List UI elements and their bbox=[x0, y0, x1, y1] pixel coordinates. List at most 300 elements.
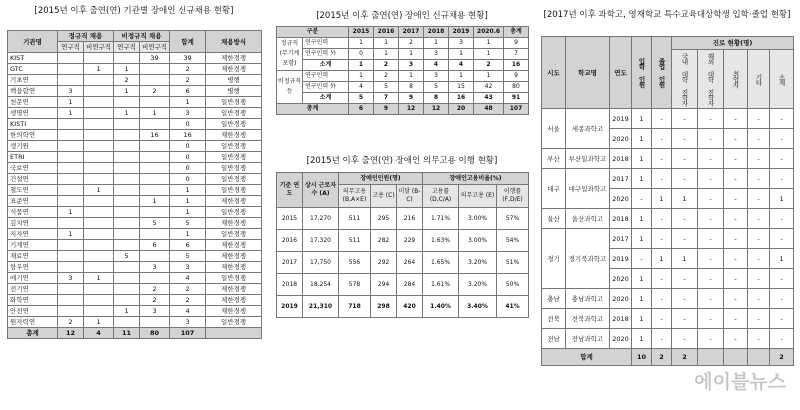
cell-value: 2020 bbox=[610, 329, 632, 349]
year-label: 2015 bbox=[277, 208, 303, 230]
cell-value: - bbox=[652, 329, 672, 349]
cell-value: - bbox=[652, 289, 672, 309]
cell-value: 1 bbox=[449, 49, 474, 60]
cell-value: 1 bbox=[349, 71, 374, 82]
regular-research bbox=[58, 64, 84, 75]
regular-nonresearch bbox=[84, 152, 114, 163]
col-admitted: 입학 인원 bbox=[632, 37, 652, 109]
cell-value: - bbox=[698, 109, 724, 129]
cell-value: - bbox=[672, 149, 698, 169]
cell-value: - bbox=[698, 189, 724, 209]
table-row bbox=[8, 295, 262, 306]
cell-value: - bbox=[748, 329, 770, 349]
cell-value: - bbox=[724, 209, 748, 229]
cell-value: 1 bbox=[474, 38, 504, 49]
total-sum: 107 bbox=[170, 328, 206, 339]
total-nonreg-nonresearch: 80 bbox=[140, 328, 170, 339]
cell-value: 1 bbox=[632, 129, 652, 149]
table-row bbox=[8, 229, 262, 240]
panel-special-education bbox=[538, 4, 796, 406]
cell-value: - bbox=[770, 169, 794, 189]
total-value: 0 bbox=[170, 163, 206, 174]
regular-nonresearch bbox=[84, 240, 114, 251]
cell-value: 1 bbox=[474, 49, 504, 60]
hiring-method: 일반경쟁 bbox=[206, 119, 262, 130]
table-row bbox=[277, 60, 529, 71]
hiring-method: 제한경쟁 bbox=[206, 240, 262, 251]
province: 부산 bbox=[542, 149, 566, 169]
hiring-method: 일반경쟁 bbox=[206, 185, 262, 196]
total-value: 1 bbox=[170, 207, 206, 218]
table-row bbox=[8, 251, 262, 262]
nonreg-research bbox=[114, 130, 140, 141]
col-disabled-count: 장애인인원(명) bbox=[339, 173, 423, 185]
cell-value: - bbox=[724, 309, 748, 329]
regular-research bbox=[58, 130, 84, 141]
cell-value: 8 bbox=[399, 82, 424, 93]
col-year: 연도 bbox=[610, 37, 632, 109]
cell-value: 5 bbox=[374, 82, 399, 93]
sub-overseas-univ: 해외 대학 진학자 bbox=[698, 50, 724, 109]
regular-research bbox=[58, 174, 84, 185]
cell-value: 1 bbox=[374, 38, 399, 49]
cell-value: - bbox=[652, 269, 672, 289]
cell-value: 1 bbox=[399, 49, 424, 60]
cell-value: - bbox=[672, 129, 698, 149]
cell-value: 43 bbox=[474, 93, 504, 104]
nonreg-nonresearch bbox=[140, 163, 170, 174]
institution-name: 식품연 bbox=[8, 207, 58, 218]
regular-research bbox=[58, 163, 84, 174]
hiring-method: 일반경쟁 bbox=[206, 273, 262, 284]
col-career: 진로 현황(명) bbox=[672, 37, 794, 50]
cell-value: 42 bbox=[474, 82, 504, 93]
institution-name: 표준연 bbox=[8, 196, 58, 207]
table-row bbox=[8, 130, 262, 141]
province: 서울 bbox=[542, 109, 566, 149]
total-value: 4 bbox=[170, 306, 206, 317]
institution-name: 생명연 bbox=[8, 108, 58, 119]
table-row bbox=[8, 240, 262, 251]
nonreg-nonresearch: 3 bbox=[140, 262, 170, 273]
cell-value: 3 bbox=[449, 38, 474, 49]
total-value: 12 bbox=[399, 104, 424, 115]
cell-value: 1 bbox=[474, 71, 504, 82]
regular-nonresearch bbox=[84, 130, 114, 141]
school-name: 전북과학고 bbox=[566, 309, 610, 329]
cell-value: - bbox=[652, 229, 672, 249]
regular-research: 1 bbox=[58, 108, 84, 119]
nonreg-nonresearch: 5 bbox=[140, 218, 170, 229]
sub-other: 기타 bbox=[748, 50, 770, 109]
year-label: 2018 bbox=[277, 274, 303, 296]
institution-name: KISTI bbox=[8, 119, 58, 130]
watermark: 에이블뉴스 bbox=[694, 371, 786, 393]
total-value: 1 bbox=[170, 97, 206, 108]
table-row bbox=[277, 71, 529, 82]
cell-value: 2020 bbox=[610, 129, 632, 149]
cell-value: - bbox=[748, 149, 770, 169]
cell-value: - bbox=[724, 249, 748, 269]
cell-value: - bbox=[672, 209, 698, 229]
cell-value: - bbox=[652, 109, 672, 129]
panel-hiring-summary bbox=[271, 4, 533, 144]
cell-value: 578 bbox=[339, 274, 371, 296]
hiring-method: 제한경쟁 bbox=[206, 64, 262, 75]
institution-name: 김치연 bbox=[8, 218, 58, 229]
table2-body bbox=[277, 38, 529, 115]
cell-value: 1 bbox=[770, 189, 794, 209]
total-value: 1 bbox=[170, 185, 206, 196]
nonreg-research bbox=[114, 295, 140, 306]
cell-value: 3.20% bbox=[459, 274, 497, 296]
col-2015: 2015 bbox=[349, 27, 374, 38]
table-row bbox=[277, 208, 529, 230]
col-method: 채용방식 bbox=[206, 31, 262, 53]
nonreg-nonresearch bbox=[140, 119, 170, 130]
table-row bbox=[277, 49, 529, 60]
cell-value: - bbox=[698, 209, 724, 229]
cell-value: - bbox=[748, 109, 770, 129]
cell-value: - bbox=[724, 189, 748, 209]
cell-value: 3 bbox=[424, 49, 449, 60]
total-value: 39 bbox=[170, 53, 206, 64]
nonreg-nonresearch: 2 bbox=[140, 86, 170, 97]
institution-name: 안전연 bbox=[8, 306, 58, 317]
total-value: 0 bbox=[170, 152, 206, 163]
institution-name: ETRI bbox=[8, 152, 58, 163]
cell-value: - bbox=[724, 269, 748, 289]
hiring-method: 제한경쟁 bbox=[206, 130, 262, 141]
hiring-method: 제한경쟁 bbox=[206, 306, 262, 317]
row-label: 연구인력 bbox=[303, 71, 349, 82]
cell-value: 1.65% bbox=[423, 252, 459, 274]
institution-name: 기계연 bbox=[8, 240, 58, 251]
school-name: 울산과학고 bbox=[566, 209, 610, 229]
nonreg-research bbox=[114, 119, 140, 130]
cell-value: 1 bbox=[349, 60, 374, 71]
cell-value: - bbox=[698, 229, 724, 249]
table-special-education bbox=[541, 36, 794, 366]
cell-value: 1 bbox=[374, 49, 399, 60]
cell-value: - bbox=[652, 309, 672, 329]
table-row bbox=[8, 75, 262, 86]
panel-mandatory-employment bbox=[271, 150, 533, 316]
table-row bbox=[8, 53, 262, 64]
cell-value: 2020 bbox=[610, 269, 632, 289]
cell-value: 4 bbox=[349, 82, 374, 93]
province: 충남 bbox=[542, 289, 566, 309]
total-value: 2 bbox=[652, 349, 672, 366]
cell-value: 1 bbox=[672, 249, 698, 269]
total-value: 1 bbox=[170, 229, 206, 240]
nonreg-nonresearch bbox=[140, 75, 170, 86]
total-value: 0 bbox=[170, 174, 206, 185]
nonreg-research bbox=[114, 262, 140, 273]
regular-nonresearch bbox=[84, 251, 114, 262]
regular-nonresearch bbox=[84, 218, 114, 229]
nonreg-research bbox=[114, 53, 140, 64]
group-regular: 정규직 (무기계 포함) bbox=[277, 38, 303, 71]
table-row-total bbox=[277, 104, 529, 115]
cell-value: 511 bbox=[339, 208, 371, 230]
cell-value: 282 bbox=[371, 230, 397, 252]
nonreg-nonresearch: 1 bbox=[140, 196, 170, 207]
regular-research: 3 bbox=[58, 273, 84, 284]
nonreg-nonresearch: 2 bbox=[140, 284, 170, 295]
total-label: 총계 bbox=[8, 328, 58, 339]
regular-research bbox=[58, 306, 84, 317]
cell-value: - bbox=[672, 269, 698, 289]
total-value bbox=[698, 349, 724, 366]
panel-institution-hiring bbox=[3, 4, 265, 406]
cell-value: 1 bbox=[652, 189, 672, 209]
institution-name: 건설연 bbox=[8, 174, 58, 185]
cell-value: 511 bbox=[339, 230, 371, 252]
cell-value: 1 bbox=[632, 149, 652, 169]
sub-nonresearch: 비연구직 bbox=[84, 42, 114, 53]
cell-value: 17,270 bbox=[303, 208, 339, 230]
total-value: 2 bbox=[770, 349, 794, 366]
cell-value: 2 bbox=[374, 71, 399, 82]
cell-value: 15 bbox=[449, 82, 474, 93]
cell-value: - bbox=[652, 209, 672, 229]
regular-research bbox=[58, 240, 84, 251]
hiring-method: 일반경쟁 bbox=[206, 152, 262, 163]
total-value: 107 bbox=[504, 104, 529, 115]
year-label: 2017 bbox=[277, 252, 303, 274]
cell-value: - bbox=[748, 169, 770, 189]
table-row bbox=[542, 149, 794, 169]
col-nonregular: 비정규직 채용 bbox=[114, 31, 170, 42]
nonreg-research bbox=[114, 196, 140, 207]
cell-value: 292 bbox=[371, 252, 397, 274]
cell-value: 5 bbox=[349, 93, 374, 104]
regular-nonresearch bbox=[84, 163, 114, 174]
col-school: 학교명 bbox=[566, 37, 610, 109]
total-value: 3 bbox=[170, 108, 206, 119]
cell-value: 3.40% bbox=[459, 296, 497, 318]
hiring-method: 제한경쟁 bbox=[206, 284, 262, 295]
cell-value: 3.00% bbox=[459, 230, 497, 252]
sub-mandatory: 의무고용 (B,A×E) bbox=[339, 185, 371, 208]
regular-research bbox=[58, 53, 84, 64]
institution-name: 항우연 bbox=[8, 262, 58, 273]
table-row bbox=[277, 252, 529, 274]
institution-name: 화학연 bbox=[8, 295, 58, 306]
cell-value: - bbox=[672, 309, 698, 329]
cell-value: - bbox=[672, 169, 698, 189]
total-value: 2 bbox=[170, 75, 206, 86]
cell-value: 1.63% bbox=[423, 230, 459, 252]
table-row bbox=[8, 152, 262, 163]
regular-nonresearch bbox=[84, 284, 114, 295]
cell-value: - bbox=[724, 229, 748, 249]
table1-body bbox=[8, 53, 262, 339]
cell-value: - bbox=[770, 109, 794, 129]
sub-shortfall: 미달 (B-C) bbox=[397, 185, 423, 208]
col-2016: 2016 bbox=[374, 27, 399, 38]
cell-value: - bbox=[748, 229, 770, 249]
nonreg-nonresearch bbox=[140, 97, 170, 108]
table-row bbox=[277, 93, 529, 104]
cell-value: - bbox=[672, 289, 698, 309]
cell-value: 298 bbox=[371, 296, 397, 318]
cell-value: - bbox=[770, 209, 794, 229]
cell-value: - bbox=[698, 169, 724, 189]
institution-name: 기초연 bbox=[8, 75, 58, 86]
regular-research bbox=[58, 284, 84, 295]
cell-value: 9 bbox=[504, 38, 529, 49]
institution-name: KIST bbox=[8, 53, 58, 64]
regular-research: 1 bbox=[58, 97, 84, 108]
regular-research bbox=[58, 251, 84, 262]
cell-value: 57% bbox=[497, 208, 529, 230]
cell-value: 2017 bbox=[610, 169, 632, 189]
regular-research: 2 bbox=[58, 317, 84, 328]
cell-value: 1 bbox=[672, 189, 698, 209]
cell-value: - bbox=[748, 309, 770, 329]
cell-value: 2019 bbox=[610, 249, 632, 269]
total-value: 2 bbox=[170, 295, 206, 306]
cell-value: 7 bbox=[504, 49, 529, 60]
cell-value: 1 bbox=[652, 249, 672, 269]
nonreg-nonresearch: 6 bbox=[140, 240, 170, 251]
group-nonregular: 비정규직 등 bbox=[277, 71, 303, 104]
hiring-method: 병행 bbox=[206, 75, 262, 86]
hiring-method: 제한경쟁 bbox=[206, 196, 262, 207]
cell-value: - bbox=[770, 229, 794, 249]
nonreg-nonresearch bbox=[140, 174, 170, 185]
hiring-method: 일반경쟁 bbox=[206, 97, 262, 108]
col-workers: 상시 근로자수 (A) bbox=[303, 173, 339, 208]
hiring-method: 일반경쟁 bbox=[206, 317, 262, 328]
cell-value: 17,320 bbox=[303, 230, 339, 252]
col-2020-6: 2020.6 bbox=[474, 27, 504, 38]
cell-value: - bbox=[770, 129, 794, 149]
institution-name: GTC bbox=[8, 64, 58, 75]
hiring-method: 일반경쟁 bbox=[206, 207, 262, 218]
regular-nonresearch bbox=[84, 229, 114, 240]
year-label: 2016 bbox=[277, 230, 303, 252]
table-row bbox=[277, 296, 529, 318]
table-row-total bbox=[542, 349, 794, 366]
row-label: 연구인력 bbox=[303, 38, 349, 49]
nonreg-research bbox=[114, 141, 140, 152]
table-row bbox=[542, 229, 794, 249]
hiring-method: 제한경쟁 bbox=[206, 262, 262, 273]
table-row bbox=[8, 317, 262, 328]
regular-research: 1 bbox=[58, 207, 84, 218]
table1-title: [2015년 이후 출연(연) 기관별 장애인 신규채용 현황] bbox=[34, 6, 234, 16]
cell-value: - bbox=[748, 249, 770, 269]
cell-value: - bbox=[672, 109, 698, 129]
table-row bbox=[542, 289, 794, 309]
table4-title: [2017년 이후 과학고, 영재학교 특수교육대상학생 입학·졸업 현황] bbox=[543, 10, 791, 20]
nonreg-nonresearch: 16 bbox=[140, 130, 170, 141]
hiring-method: 일반경쟁 bbox=[206, 108, 262, 119]
table-row bbox=[8, 119, 262, 130]
total-value: 5 bbox=[170, 218, 206, 229]
sub-nonresearch: 비연구직 bbox=[140, 42, 170, 53]
cell-value: - bbox=[770, 309, 794, 329]
nonreg-nonresearch bbox=[140, 317, 170, 328]
total-value: 0 bbox=[170, 141, 206, 152]
nonreg-research bbox=[114, 273, 140, 284]
nonreg-research bbox=[114, 218, 140, 229]
cell-value: 1 bbox=[632, 109, 652, 129]
regular-nonresearch bbox=[84, 141, 114, 152]
cell-value: 91 bbox=[504, 93, 529, 104]
nonreg-nonresearch: 39 bbox=[140, 53, 170, 64]
nonreg-nonresearch bbox=[140, 273, 170, 284]
hiring-method: 일반경쟁 bbox=[206, 174, 262, 185]
table-row bbox=[542, 169, 794, 189]
cell-value: - bbox=[632, 189, 652, 209]
sub-compliance-rate: 이행률 (F,D/E) bbox=[497, 185, 529, 208]
regular-nonresearch: 1 bbox=[84, 185, 114, 196]
school-name: 세종과학고 bbox=[566, 109, 610, 149]
cell-value: - bbox=[672, 229, 698, 249]
cell-value: 5 bbox=[424, 82, 449, 93]
total-value: 2 bbox=[170, 64, 206, 75]
cell-value: 2020 bbox=[610, 289, 632, 309]
hiring-method: 제한경쟁 bbox=[206, 295, 262, 306]
hiring-method: 일반경쟁 bbox=[206, 163, 262, 174]
cell-value: 284 bbox=[397, 274, 423, 296]
cell-value: - bbox=[698, 129, 724, 149]
table-row bbox=[8, 284, 262, 295]
total-value: 0 bbox=[170, 119, 206, 130]
cell-value: 7 bbox=[374, 93, 399, 104]
table-row bbox=[8, 196, 262, 207]
cell-value: 2 bbox=[399, 38, 424, 49]
table-row bbox=[8, 163, 262, 174]
cell-value: 3 bbox=[399, 60, 424, 71]
regular-nonresearch bbox=[84, 306, 114, 317]
cell-value: - bbox=[698, 149, 724, 169]
col-2017: 2017 bbox=[399, 27, 424, 38]
nonreg-nonresearch bbox=[140, 141, 170, 152]
table-row bbox=[277, 230, 529, 252]
cell-value: 18,254 bbox=[303, 274, 339, 296]
cell-value: 1 bbox=[399, 71, 424, 82]
cell-value: 0 bbox=[349, 49, 374, 60]
nonreg-nonresearch: 1 bbox=[140, 108, 170, 119]
cell-value: - bbox=[672, 329, 698, 349]
nonreg-research bbox=[114, 317, 140, 328]
school-name: 전남과학고 bbox=[566, 329, 610, 349]
regular-nonresearch: 1 bbox=[84, 64, 114, 75]
cell-value: 80 bbox=[504, 82, 529, 93]
province: 울산 bbox=[542, 209, 566, 229]
hiring-method: 일반경쟁 bbox=[206, 229, 262, 240]
table-row bbox=[8, 218, 262, 229]
institution-name: 철도연 bbox=[8, 185, 58, 196]
nonreg-nonresearch bbox=[140, 207, 170, 218]
table-row bbox=[8, 64, 262, 75]
cell-value: 1 bbox=[632, 209, 652, 229]
regular-nonresearch bbox=[84, 97, 114, 108]
table-row bbox=[542, 209, 794, 229]
total-value: 20 bbox=[449, 104, 474, 115]
col-institution: 기관명 bbox=[8, 31, 58, 53]
cell-value: 2017 bbox=[610, 229, 632, 249]
institution-name: 한의학연 bbox=[8, 130, 58, 141]
nonreg-research: 1 bbox=[114, 86, 140, 97]
cell-value: 1.71% bbox=[423, 208, 459, 230]
table-row bbox=[8, 185, 262, 196]
